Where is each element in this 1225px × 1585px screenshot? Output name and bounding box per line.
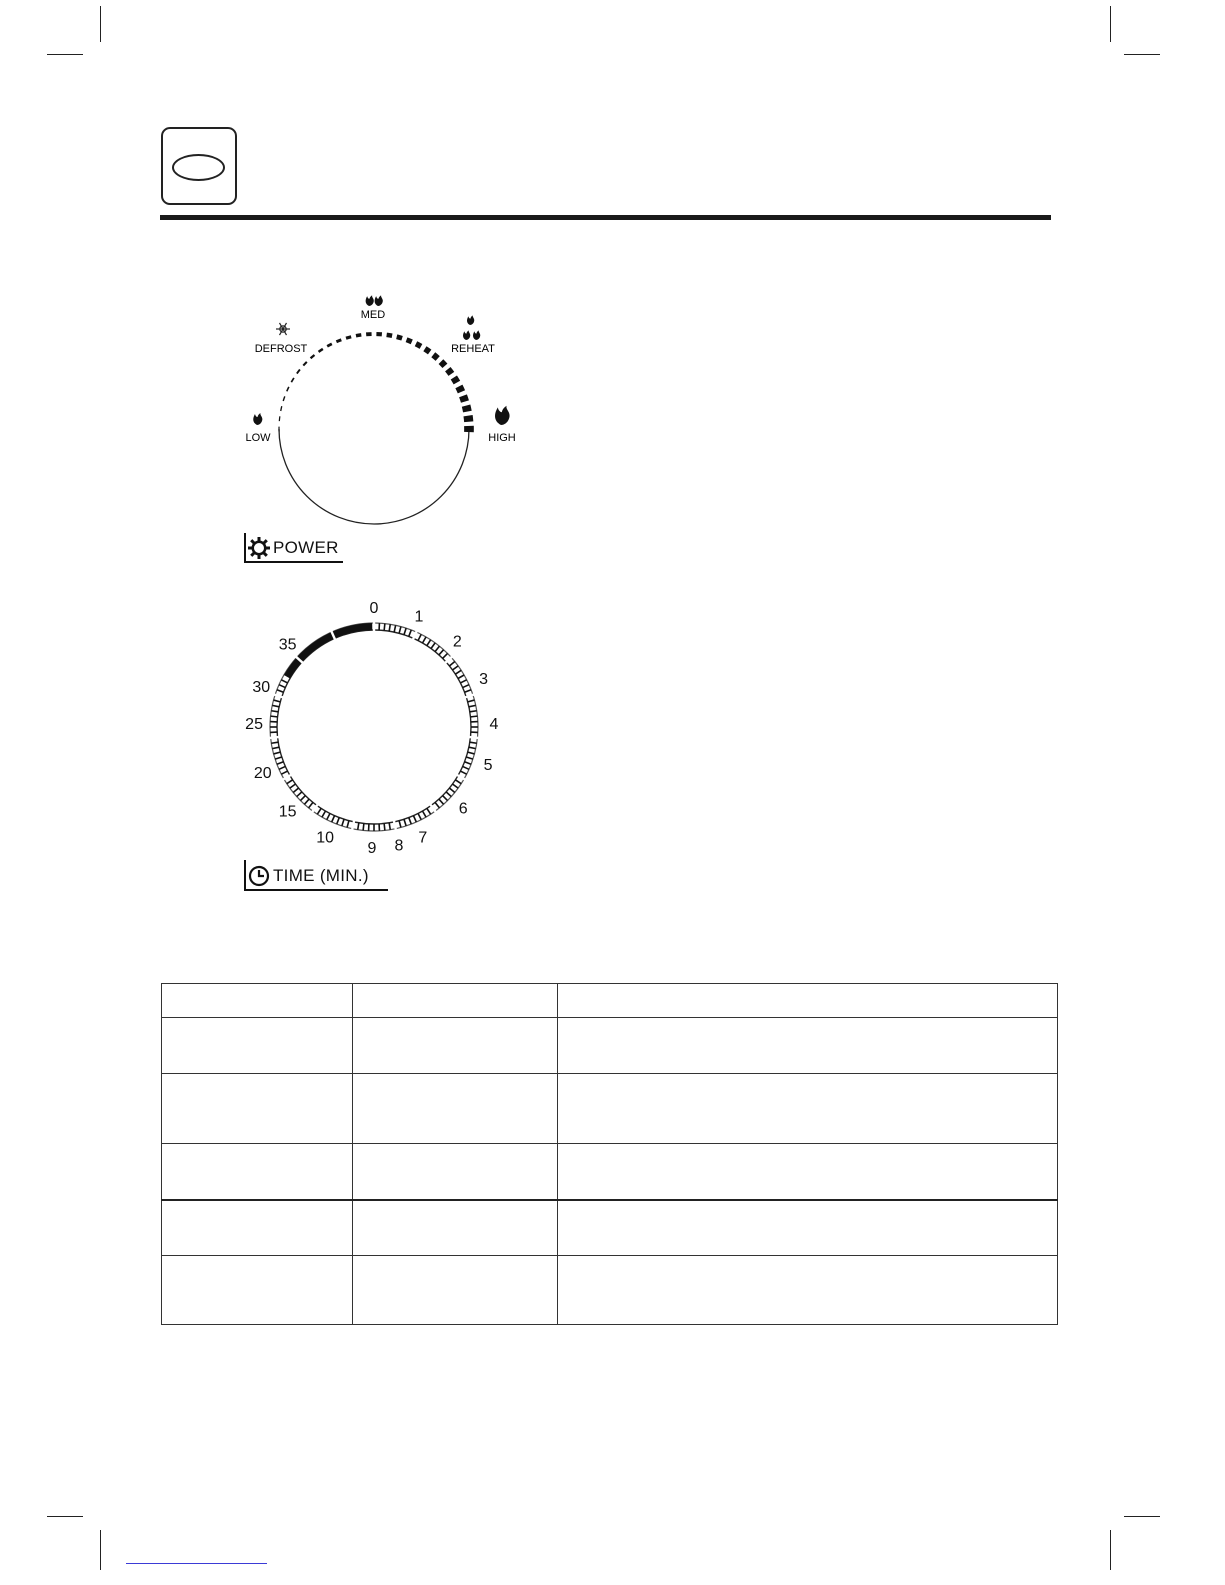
crop-mark	[100, 1530, 101, 1570]
time-tick	[470, 711, 477, 712]
time-tick	[409, 630, 412, 637]
power-tick	[387, 335, 392, 336]
power-caption	[244, 533, 343, 563]
power-tick	[416, 344, 421, 347]
crop-mark	[1124, 1516, 1160, 1517]
power-tick	[407, 340, 412, 342]
table-cell	[558, 1200, 1058, 1256]
language-badge	[161, 127, 237, 205]
clock-icon	[248, 865, 270, 887]
table-cell	[558, 1256, 1058, 1325]
time-label: 20	[253, 764, 272, 782]
table-row	[162, 1018, 1058, 1074]
time-tick	[469, 705, 476, 706]
gear-icon	[248, 537, 270, 559]
time-tick	[404, 819, 406, 826]
power-tick	[459, 386, 462, 391]
table-cell	[162, 1144, 353, 1200]
table-cell	[353, 1200, 558, 1256]
table-cell	[353, 984, 558, 1018]
time-tick	[399, 821, 401, 828]
power-tick	[283, 396, 285, 401]
time-tick	[446, 792, 451, 797]
time-dial-labels	[245, 600, 498, 857]
time-tick	[427, 640, 431, 646]
time-caption	[244, 860, 388, 891]
power-dial-ring	[279, 334, 469, 524]
time-tick	[277, 690, 284, 693]
power-label-med: MED	[360, 309, 386, 321]
language-oval	[172, 154, 225, 181]
power-ring-lower	[279, 429, 469, 524]
time-tick	[275, 757, 282, 759]
time-tick	[274, 700, 281, 702]
time-tick	[431, 643, 435, 649]
time-tick	[439, 650, 444, 655]
time-tick	[409, 818, 412, 825]
table-cell	[353, 1144, 558, 1200]
time-label: 8	[394, 837, 404, 855]
time-tick	[465, 690, 472, 693]
power-dial[interactable]	[230, 285, 530, 555]
table-cell	[353, 1074, 558, 1144]
time-dial[interactable]	[234, 598, 514, 868]
power-label-reheat: REHEAT	[451, 343, 495, 355]
time-tick	[470, 716, 477, 717]
power-tick	[425, 349, 430, 352]
power-tick	[319, 349, 323, 352]
table-row	[162, 1256, 1058, 1325]
flame-icon	[253, 413, 262, 425]
time-tick	[468, 752, 475, 754]
time-tick	[332, 816, 335, 822]
spec-table	[161, 983, 1058, 1325]
time-tick	[274, 752, 281, 754]
crop-mark	[47, 54, 83, 55]
time-tick	[277, 762, 284, 765]
time-major-gap	[468, 737, 479, 738]
time-tick	[281, 771, 287, 774]
time-tick	[458, 675, 464, 679]
time-tick	[418, 813, 421, 819]
time-ring-inner	[277, 630, 471, 824]
time-tick	[297, 792, 302, 797]
time-tick	[435, 646, 439, 651]
time-tick	[470, 742, 477, 743]
time-tick	[463, 766, 469, 769]
power-tick	[466, 406, 467, 412]
footer-link[interactable]	[126, 1563, 267, 1564]
time-label: 7	[418, 829, 428, 847]
time-label: 2	[452, 633, 462, 651]
time-tick	[443, 796, 448, 801]
power-tick	[311, 355, 315, 358]
time-tick	[469, 747, 476, 748]
header-rule	[160, 215, 1051, 220]
crop-mark	[100, 6, 101, 42]
table-cell	[558, 984, 1058, 1018]
time-tick	[399, 627, 401, 634]
time-tick	[423, 637, 427, 643]
time-tick	[465, 762, 472, 765]
time-major-gap	[269, 737, 280, 738]
time-major-gap	[312, 804, 318, 813]
time-label: 35	[278, 636, 297, 654]
time-tick	[452, 784, 458, 788]
flame-icon	[463, 330, 470, 340]
table-cell	[162, 1018, 353, 1074]
time-ring-thick	[287, 627, 372, 677]
time-tick	[287, 780, 293, 784]
time-tick	[363, 823, 364, 830]
time-tick	[439, 799, 444, 804]
table-row	[162, 1144, 1058, 1200]
power-label-defrost: DEFROST	[254, 343, 308, 355]
time-tick	[342, 819, 344, 826]
time-tick	[304, 799, 309, 804]
crop-mark	[1110, 1530, 1111, 1570]
table-row	[162, 1200, 1058, 1256]
time-tick	[327, 813, 330, 819]
time-label: 25	[245, 715, 263, 733]
time-tick	[404, 628, 406, 635]
table-cell	[353, 1256, 558, 1325]
time-major-gap	[445, 656, 453, 663]
power-tick	[303, 362, 307, 366]
time-label: 5	[483, 757, 493, 775]
time-tick	[272, 747, 279, 748]
time-tick	[384, 823, 385, 830]
time-tick	[290, 784, 296, 788]
table-cell	[558, 1144, 1058, 1200]
time-tick	[271, 742, 278, 743]
table-cell	[162, 984, 353, 1018]
time-label: 10	[316, 829, 335, 847]
time-tick	[423, 811, 427, 817]
table-cell	[353, 1018, 558, 1074]
time-tick	[279, 766, 285, 769]
time-tick	[468, 700, 475, 702]
power-tick	[448, 369, 452, 374]
time-tick	[413, 816, 416, 822]
time-tick	[452, 666, 458, 670]
power-tick	[397, 337, 402, 338]
table-cell	[558, 1018, 1058, 1074]
power-tick	[287, 387, 289, 391]
time-label: 30	[252, 678, 271, 696]
time-tick	[272, 705, 279, 706]
table-row	[162, 1074, 1058, 1144]
time-label: 1	[414, 608, 424, 626]
power-tick	[454, 378, 457, 383]
time-tick	[389, 823, 390, 830]
time-tick	[293, 788, 298, 792]
time-tick	[271, 716, 278, 717]
time-tick	[389, 624, 390, 631]
time-tick	[322, 811, 326, 817]
power-tick	[433, 355, 437, 359]
time-label: 9	[367, 839, 377, 857]
flame-icon	[375, 295, 383, 306]
time-tick	[281, 680, 287, 683]
power-label-high: HIGH	[488, 432, 516, 444]
power-tick	[297, 370, 300, 374]
power-caption-text: POWER	[273, 538, 339, 557]
table-cell	[162, 1256, 353, 1325]
time-tick	[449, 662, 454, 666]
power-tick	[346, 337, 351, 338]
time-tick	[460, 680, 466, 683]
time-label: 0	[369, 600, 379, 617]
time-tick	[460, 771, 466, 774]
time-major-gap	[430, 804, 436, 813]
time-tick	[384, 624, 385, 631]
time-caption-text: TIME (MIN.)	[273, 865, 369, 885]
time-label: 4	[489, 715, 499, 733]
power-tick	[291, 378, 294, 382]
table-cell	[162, 1200, 353, 1256]
time-tick	[455, 780, 461, 784]
time-tick	[466, 757, 473, 759]
time-tick	[455, 670, 461, 674]
time-tick	[358, 823, 359, 830]
flame-icon	[473, 330, 480, 340]
time-tick	[394, 625, 395, 632]
time-tick	[279, 685, 285, 688]
table-row	[162, 984, 1058, 1018]
time-tick	[317, 808, 321, 814]
power-tick	[281, 406, 282, 411]
time-dial-ring	[269, 621, 480, 831]
time-tick	[300, 796, 305, 801]
table-cell	[558, 1074, 1058, 1144]
flame-icon	[467, 315, 474, 325]
power-tick	[468, 416, 469, 422]
table-cell	[162, 1074, 353, 1144]
time-tick	[443, 653, 448, 658]
power-tick	[279, 416, 280, 421]
time-label: 3	[479, 671, 489, 689]
time-tick	[337, 818, 340, 825]
power-tick	[463, 396, 465, 402]
flame-icon	[366, 295, 374, 306]
time-tick	[463, 685, 469, 688]
flame-icon	[495, 406, 510, 425]
time-label: 15	[278, 803, 297, 821]
time-tick	[449, 788, 454, 792]
time-tick	[271, 711, 278, 712]
power-label-low: LOW	[245, 432, 271, 444]
power-tick	[441, 362, 445, 366]
time-tick	[427, 808, 431, 814]
time-tick	[347, 821, 349, 828]
crop-mark	[47, 1516, 83, 1517]
time-tick	[435, 802, 439, 807]
power-tick	[327, 344, 332, 346]
crop-mark	[1110, 6, 1111, 42]
power-tick	[336, 340, 341, 342]
time-tick	[418, 634, 421, 640]
time-tick	[309, 802, 313, 807]
crop-mark	[1124, 54, 1160, 55]
power-tick	[356, 335, 361, 336]
time-label: 6	[458, 800, 468, 818]
snowflake-icon	[276, 323, 290, 335]
